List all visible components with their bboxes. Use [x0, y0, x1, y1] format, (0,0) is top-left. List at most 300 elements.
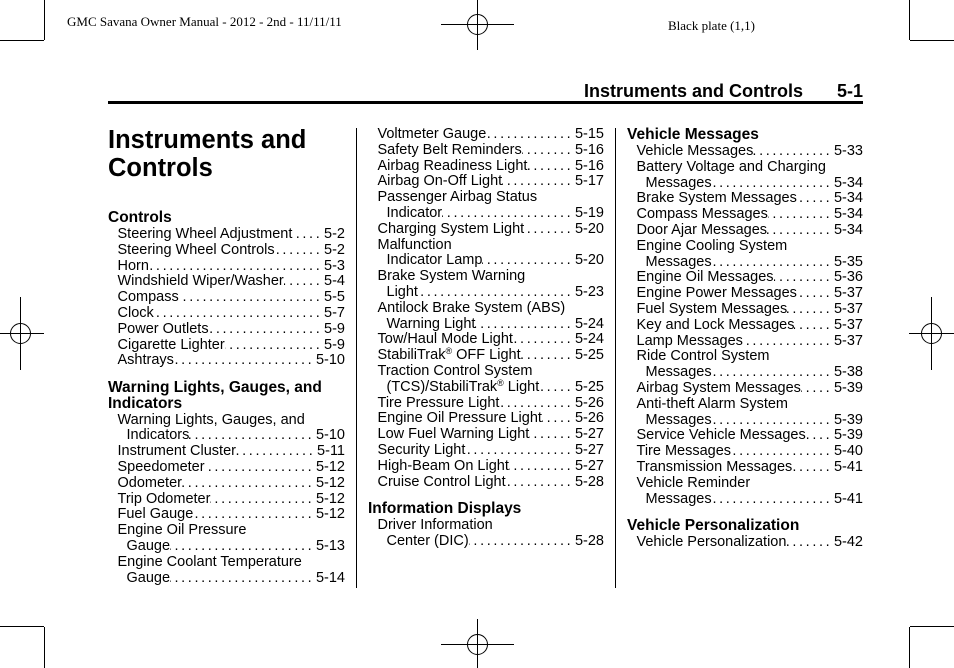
- toc-dot-leader: [743, 334, 834, 350]
- toc-entry: [627, 381, 863, 397]
- toc-entry-row: [118, 539, 346, 555]
- toc-page-number: 5-34: [833, 190, 863, 207]
- toc-dot-leader: [527, 159, 575, 175]
- toc-page-number: 5-37: [833, 300, 863, 317]
- toc-entry-title: Lamp Messages: [636, 332, 743, 349]
- toc-page-number: 5-28: [574, 532, 604, 549]
- toc-entry: [627, 270, 863, 286]
- toc-dot-leader: [189, 428, 316, 444]
- registered-trademark-mark: ®: [497, 377, 504, 388]
- toc-dot-leader: [236, 444, 317, 460]
- toc-entry-title: Vehicle Personalization: [636, 533, 787, 550]
- toc-entry-row: [118, 428, 346, 444]
- toc-entry-row: [378, 332, 605, 348]
- toc-entry: [108, 555, 345, 587]
- toc-page-number: 5-41: [833, 458, 863, 475]
- toc-entry: [368, 222, 604, 238]
- toc-entry-title-continued: Messages: [645, 490, 712, 507]
- toc-entry-title-continued: Gauge: [126, 538, 171, 555]
- toc-entry-row: [637, 270, 864, 286]
- toc-entry-title: Engine Coolant Temperature: [117, 553, 302, 570]
- toc-entry-title: Brake System Messages: [636, 190, 797, 207]
- toc-entry-title: Compass Messages: [636, 206, 768, 223]
- toc-entry-title: Security Light: [377, 441, 466, 458]
- toc-page-number: 5-39: [833, 427, 863, 444]
- toc-entry-title-continued: Messages: [645, 411, 712, 428]
- toc-entry: [368, 364, 604, 396]
- toc-dot-leader: [806, 428, 834, 444]
- toc-entry-row: [378, 285, 605, 301]
- toc-column-2: [368, 127, 604, 549]
- toc-dot-leader: [154, 306, 324, 322]
- toc-page-number: 5-27: [574, 426, 604, 443]
- toc-entry: [627, 349, 863, 381]
- toc-entry-row: [118, 290, 346, 306]
- toc-page-number: 5-19: [574, 204, 604, 221]
- toc-entry-title: Horn: [117, 257, 149, 274]
- toc-entry: [368, 443, 604, 459]
- toc-entry-row: [118, 507, 346, 523]
- toc-dot-leader: [529, 427, 575, 443]
- toc-entry: [108, 274, 345, 290]
- toc-dot-leader: [712, 255, 834, 271]
- toc-dot-leader: [475, 317, 575, 333]
- toc-entry-title: Driver Information: [377, 516, 493, 533]
- toc-entry-row: [378, 348, 605, 364]
- toc-entry: [627, 191, 863, 207]
- toc-entry-title: Cruise Control Light: [377, 473, 506, 490]
- toc-dot-leader: [205, 460, 316, 476]
- toc-entry: [108, 290, 345, 306]
- toc-section-heading: Controls: [108, 209, 172, 226]
- toc-entry: [627, 397, 863, 429]
- toc-page-number: 5-34: [833, 174, 863, 191]
- toc-dot-leader: [418, 285, 575, 301]
- toc-entry-row: [378, 459, 605, 475]
- toc-entry-title: Engine Oil Messages: [636, 269, 774, 286]
- toc-entry-row: [118, 322, 346, 338]
- toc-entry: [627, 444, 863, 460]
- toc-entry-title: Tow/Haul Mode Light: [377, 331, 513, 348]
- toc-entry-row: [118, 243, 346, 259]
- toc-entry-row: [637, 176, 864, 192]
- page-number: 5-1: [836, 81, 863, 101]
- toc-page-number: 5-2: [324, 226, 345, 242]
- toc-page-number: 5-7: [324, 304, 345, 321]
- toc-dot-leader: [786, 535, 834, 551]
- toc-dot-leader: [469, 534, 575, 550]
- crop-mark-bottom-right: [910, 627, 954, 668]
- toc-entry-title: StabiliTrak® OFF Light: [377, 346, 521, 364]
- toc-entry: [108, 444, 345, 460]
- toc-entry: [627, 535, 863, 551]
- toc-entry-title: Voltmeter Gauge: [377, 126, 487, 142]
- toc-dot-leader: [792, 460, 834, 476]
- toc-page-number: 5-39: [833, 411, 863, 428]
- toc-entry: [108, 476, 345, 492]
- toc-page-number: 5-9: [324, 336, 345, 353]
- toc-entry-row: [637, 334, 864, 350]
- toc-dot-leader: [539, 380, 575, 396]
- chapter-title: Instruments and Controls: [108, 126, 307, 182]
- toc-dot-leader: [774, 270, 834, 286]
- toc-entry-title: Cigarette Lighter: [117, 336, 225, 353]
- toc-entry: [627, 476, 863, 508]
- toc-entry-row: [378, 443, 605, 459]
- toc-entry-row: [118, 460, 346, 476]
- toc-page-number: 5-4: [324, 273, 345, 290]
- toc-dot-leader: [502, 174, 575, 190]
- toc-entry-title: Tire Pressure Light: [377, 394, 500, 411]
- toc-dot-leader: [506, 475, 575, 491]
- toc-page-number: 5-23: [574, 283, 604, 300]
- toc-entry: [108, 243, 345, 259]
- toc-entry-title-continued: Messages: [645, 174, 712, 191]
- toc-entry-row: [118, 338, 346, 354]
- toc-entry-title: Key and Lock Messages: [636, 316, 795, 333]
- toc-dot-leader: [509, 459, 575, 475]
- toc-entry-title: Engine Oil Pressure Light: [377, 410, 542, 427]
- toc-entry-row: [637, 207, 864, 223]
- toc-entry-title: Charging System Light: [377, 220, 525, 237]
- toc-dot-leader: [787, 302, 834, 318]
- toc-page-number: 5-16: [574, 141, 604, 158]
- toc-entry-row: [637, 302, 864, 318]
- toc-section-heading: Vehicle Personalization: [627, 516, 800, 534]
- toc-entry: [368, 301, 604, 333]
- toc-entry-row: [637, 144, 864, 160]
- toc-dot-leader: [521, 348, 575, 364]
- toc-entry-title-continued: Light: [386, 283, 418, 300]
- toc-entry-row: [378, 174, 605, 190]
- toc-entry-title-continued: Indicators: [126, 427, 190, 444]
- column-divider: [615, 128, 616, 588]
- toc-entry: [627, 160, 863, 192]
- column-divider: [356, 128, 357, 588]
- toc-entry-title: Ride Control System: [636, 348, 770, 365]
- toc-dot-leader: [275, 243, 324, 259]
- toc-dot-leader: [209, 322, 324, 338]
- toc-entry-title: Airbag System Messages: [636, 379, 801, 396]
- toc-entry-row: [637, 428, 864, 444]
- toc-dot-leader: [210, 492, 316, 508]
- toc-entry-row: [637, 191, 864, 207]
- toc-entry-title: Clock: [117, 304, 154, 321]
- registration-mark-bottom: [441, 619, 514, 668]
- toc-entry-row: [118, 353, 346, 369]
- toc-entry-row: [378, 427, 605, 443]
- toc-entry: [108, 227, 345, 243]
- toc-entry-title: Brake System Warning: [377, 268, 526, 285]
- toc-page-number: 5-14: [315, 569, 345, 586]
- toc-entry-row: [378, 396, 605, 412]
- toc-entry-row: [118, 306, 346, 322]
- registration-circle: [922, 324, 942, 344]
- registration-mark-top: [441, 0, 514, 50]
- toc-entry-row: [637, 318, 864, 334]
- toc-entry-title: Fuel System Messages: [636, 300, 788, 317]
- toc-entry: [627, 318, 863, 334]
- toc-dot-leader: [499, 396, 575, 412]
- toc-section-heading: Warning Lights, Gauges, and Indicators: [108, 378, 322, 412]
- toc-entry-row: [378, 159, 605, 175]
- toc-page-number: 5-13: [315, 538, 345, 555]
- toc-page-number: 5-38: [833, 364, 863, 381]
- toc-dot-leader: [149, 259, 324, 275]
- toc-entry: [368, 396, 604, 412]
- toc-dot-leader: [442, 206, 575, 222]
- toc-entry-title: Passenger Airbag Status: [377, 189, 538, 206]
- toc-dot-leader: [193, 507, 316, 523]
- toc-dot-leader: [522, 143, 575, 159]
- toc-entry-title-continued: Warning Light: [386, 315, 476, 332]
- toc-entry-row: [118, 571, 346, 587]
- toc-page-number: 5-28: [574, 473, 604, 490]
- toc-page-number: 5-37: [833, 332, 863, 349]
- toc-section-heading: Vehicle Messages: [627, 126, 759, 143]
- toc-entry-title-continued: Gauge: [126, 569, 171, 586]
- toc-page-number: 5-27: [574, 441, 604, 458]
- toc-dot-leader: [801, 381, 834, 397]
- toc-page-number: 5-33: [833, 143, 863, 159]
- toc-page-number: 5-37: [833, 285, 863, 302]
- toc-page-number: 5-10: [315, 352, 345, 369]
- print-slug: GMC Savana Owner Manual - 2012 - 2nd - 11/11/11: [67, 14, 342, 29]
- toc-page-number: 5-3: [324, 257, 345, 274]
- toc-entry-title: Tire Messages: [636, 443, 732, 460]
- toc-entry: [368, 348, 604, 364]
- toc-entry: [627, 460, 863, 476]
- toc-column-1: [108, 210, 345, 586]
- toc-entry: [368, 174, 604, 190]
- toc-page-number: 5-26: [574, 394, 604, 411]
- toc-entry: [368, 238, 604, 270]
- toc-entry: [108, 322, 345, 338]
- toc-dot-leader: [794, 318, 833, 334]
- toc-page-number: 5-41: [833, 490, 863, 507]
- toc-page-number: 5-12: [315, 506, 345, 523]
- toc-entry: [108, 259, 345, 275]
- toc-page-number: 5-20: [574, 220, 604, 237]
- toc-entry-title: Service Vehicle Messages: [636, 427, 806, 444]
- toc-page-number: 5-24: [574, 331, 604, 348]
- toc-entry-title: Steering Wheel Controls: [117, 241, 275, 258]
- toc-entry-row: [118, 444, 346, 460]
- toc-entry-row: [637, 492, 864, 508]
- toc-entry: [627, 144, 863, 160]
- toc-dot-leader: [225, 338, 324, 354]
- toc-entry-row: [378, 534, 605, 550]
- toc-entry-row: [637, 381, 864, 397]
- toc-dot-leader: [797, 191, 834, 207]
- toc-entry-title-continued: Messages: [645, 364, 712, 381]
- toc-entry-title: Speedometer: [117, 459, 205, 476]
- toc-entry: [108, 523, 345, 555]
- toc-entry: [368, 143, 604, 159]
- toc-entry: [368, 159, 604, 175]
- toc-entry: [368, 475, 604, 491]
- plate-label: Black plate (1,1): [668, 18, 755, 33]
- toc-page-number: 5-36: [833, 269, 863, 286]
- toc-dot-leader: [797, 286, 834, 302]
- toc-entry-title: Airbag Readiness Light: [377, 157, 528, 174]
- toc-page-number: 5-25: [574, 378, 604, 395]
- toc-dot-leader: [174, 353, 316, 369]
- registration-mark-left: [0, 297, 44, 370]
- toc-entry-row: [378, 317, 605, 333]
- toc-entry-row: [637, 413, 864, 429]
- toc-entry: [627, 286, 863, 302]
- toc-page-number: 5-25: [574, 347, 604, 364]
- toc-page-number: 5-40: [833, 443, 863, 460]
- toc-entry: [108, 353, 345, 369]
- toc-dot-leader: [768, 207, 834, 223]
- toc-entry-title: Door Ajar Messages: [636, 221, 768, 238]
- registration-circle: [468, 15, 488, 35]
- toc-dot-leader: [170, 571, 316, 587]
- toc-page-number: 5-12: [315, 474, 345, 491]
- toc-entry-row: [118, 259, 346, 275]
- running-header-title: Instruments and Controls: [583, 81, 803, 101]
- toc-entry: [368, 459, 604, 475]
- toc-entry-row: [637, 223, 864, 239]
- toc-dot-leader: [712, 176, 834, 192]
- toc-entry-title: Low Fuel Warning Light: [377, 426, 530, 443]
- toc-dot-leader: [182, 476, 316, 492]
- toc-entry-row: [637, 460, 864, 476]
- toc-entry-title-continued: Indicator Lamp: [386, 252, 483, 269]
- toc-entry-row: [118, 274, 346, 290]
- toc-entry-title: Airbag On-Off Light: [377, 173, 503, 190]
- toc-entry-row: [637, 535, 864, 551]
- toc-page-number: 5-10: [315, 427, 345, 444]
- toc-entry-title: Engine Oil Pressure: [117, 522, 247, 539]
- toc-dot-leader: [712, 413, 834, 429]
- toc-page-number: 5-15: [574, 126, 604, 142]
- toc-page-number: 5-2: [324, 241, 345, 258]
- toc-entry-title: Fuel Gauge: [117, 506, 194, 523]
- toc-entry-title: Antilock Brake System (ABS): [377, 299, 566, 316]
- toc-entry-row: [378, 143, 605, 159]
- toc-page-number: 5-16: [574, 157, 604, 174]
- toc-entry-title: Safety Belt Reminders: [377, 141, 522, 158]
- toc-entry: [368, 332, 604, 348]
- toc-section-heading: Information Displays: [368, 499, 522, 517]
- toc-entry-title: Engine Power Messages: [636, 285, 797, 302]
- toc-entry: [627, 207, 863, 223]
- toc-entry-title: Ashtrays: [117, 352, 174, 369]
- toc-entry-title: Malfunction: [377, 236, 452, 253]
- registration-circle: [11, 324, 31, 344]
- toc-dot-leader: [753, 144, 834, 160]
- toc-entry-title: Traction Control System: [377, 362, 533, 379]
- toc-entry: [627, 223, 863, 239]
- toc-page-number: 5-35: [833, 253, 863, 270]
- toc-entry-title: Steering Wheel Adjustment: [117, 226, 293, 242]
- toc-entry: [108, 413, 345, 445]
- toc-entry: [368, 190, 604, 222]
- crop-mark-bottom-left: [0, 627, 45, 668]
- toc-entry: [368, 411, 604, 427]
- toc-entry-title: Warning Lights, Gauges, and: [117, 411, 305, 428]
- toc-entry-row: [637, 286, 864, 302]
- toc-entry-title: Vehicle Messages: [636, 143, 754, 159]
- toc-entry-title: Compass: [117, 289, 179, 306]
- running-header: [108, 81, 863, 101]
- toc-page-number: 5-12: [315, 459, 345, 476]
- toc-entry-row: [118, 492, 346, 508]
- toc-dot-leader: [292, 227, 324, 243]
- toc-entry: [108, 460, 345, 476]
- toc-entry-row: [378, 222, 605, 238]
- toc-dot-leader: [712, 365, 834, 381]
- toc-entry-title: Power Outlets: [117, 320, 209, 337]
- toc-entry-title: Windshield Wiper/Washer: [117, 273, 284, 290]
- toc-dot-leader: [767, 223, 834, 239]
- toc-page-number: 5-27: [574, 457, 604, 474]
- toc-dot-leader: [524, 222, 575, 238]
- toc-page-number: 5-42: [833, 533, 863, 550]
- toc-entry-row: [118, 476, 346, 492]
- toc-entry-row: [378, 475, 605, 491]
- toc-entry: [627, 239, 863, 271]
- toc-entry-row: [637, 365, 864, 381]
- toc-entry: [368, 427, 604, 443]
- toc-entry: [368, 127, 604, 143]
- toc-page-number: 5-9: [324, 320, 345, 337]
- toc-dot-leader: [170, 539, 316, 555]
- toc-entry: [627, 334, 863, 350]
- toc-entry: [108, 507, 345, 523]
- toc-entry-title: Anti-theft Alarm System: [636, 395, 788, 412]
- toc-entry: [108, 338, 345, 354]
- toc-column-3: [627, 127, 863, 551]
- toc-entry-title: Vehicle Reminder: [636, 474, 751, 491]
- header-rule: [108, 101, 863, 104]
- registration-mark-right: [909, 297, 954, 370]
- toc-entry-row: [118, 227, 346, 243]
- toc-entry-title-continued: Indicator: [386, 204, 443, 221]
- toc-entry-row: [378, 377, 605, 396]
- toc-entry-title: Transmission Messages: [636, 458, 793, 475]
- toc-dot-leader: [482, 253, 575, 269]
- toc-entry: [108, 492, 345, 508]
- toc-entry: [368, 269, 604, 301]
- toc-dot-leader: [486, 127, 575, 143]
- toc-entry-row: [378, 206, 605, 222]
- toc-dot-leader: [465, 443, 575, 459]
- toc-entry: [108, 306, 345, 322]
- toc-entry-title-continued: (TCS)/StabiliTrak® Light: [386, 377, 540, 395]
- toc-page-number: 5-17: [574, 173, 604, 190]
- toc-dot-leader: [284, 274, 324, 290]
- crop-mark-top-right: [910, 0, 954, 41]
- toc-entry-title: Engine Cooling System: [636, 237, 788, 254]
- toc-entry-title: Battery Voltage and Charging: [636, 158, 826, 175]
- toc-page-number: 5-5: [324, 289, 345, 306]
- toc-page-number: 5-11: [317, 443, 345, 460]
- toc-entry-row: [637, 444, 864, 460]
- toc-entry-title-continued: Center (DIC): [386, 532, 469, 549]
- toc-entry-title-continued: Messages: [645, 253, 712, 270]
- toc-entry: [368, 518, 604, 550]
- toc-entry-row: [637, 255, 864, 271]
- toc-entry-title: Odometer: [117, 474, 182, 491]
- toc-dot-leader: [513, 332, 575, 348]
- registered-trademark-mark: ®: [445, 346, 453, 357]
- toc-page-number: 5-37: [833, 316, 863, 333]
- toc-entry: [627, 428, 863, 444]
